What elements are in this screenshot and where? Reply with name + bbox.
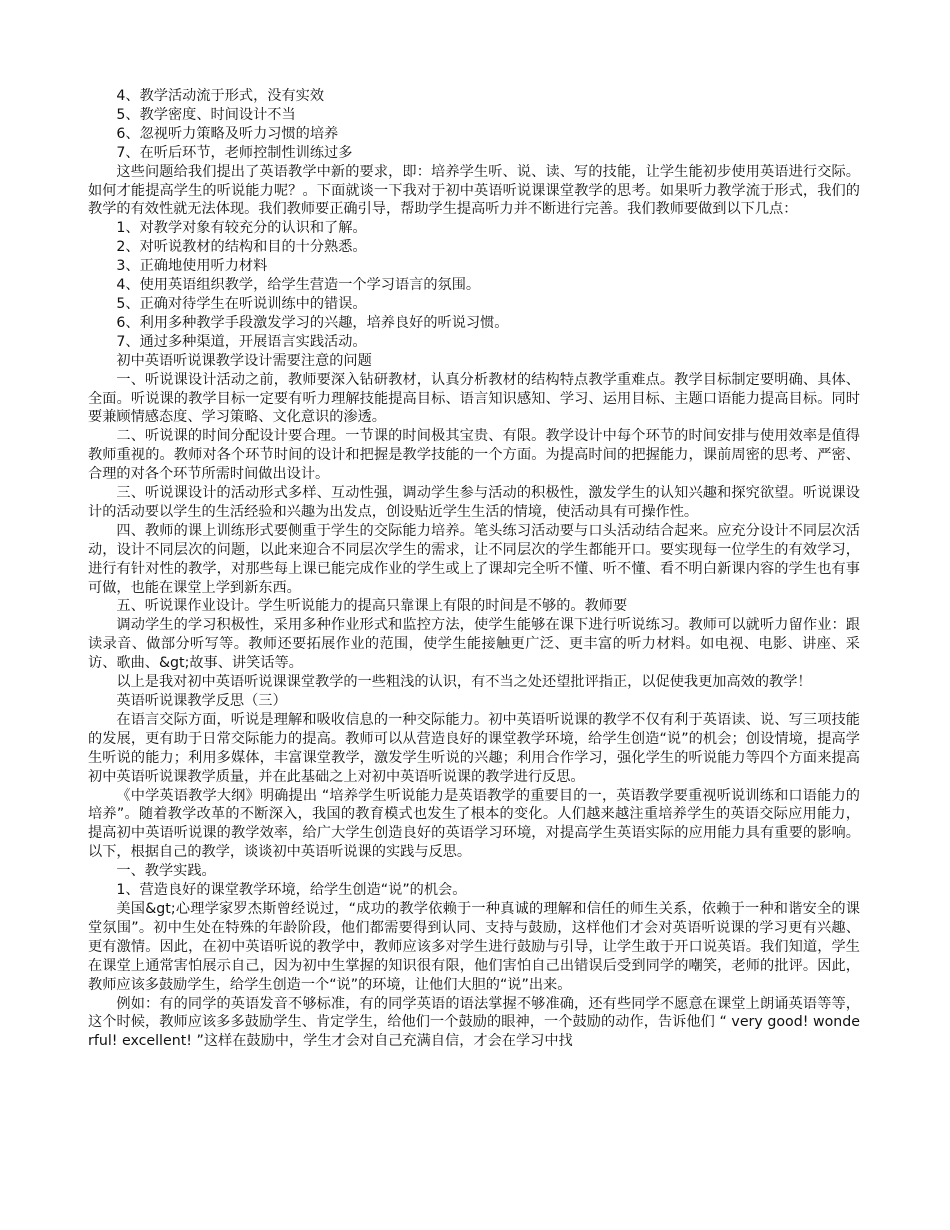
paragraph: 7、通过多种渠道，开展语言实践活动。 [116, 333, 367, 350]
paragraph: 5、教学密度、时间设计不当 [116, 106, 296, 123]
paragraph: 二、听说课的时间分配设计要合理。一节课的时间极其宝贵、有限。教学设计中每个环节的时间安排与使用效率是值得教师重视的。教师对各个环节时间的设计和把握是教学技能的一个方面。为提高时间的把握能力，课前周密的思考、严密、合理的对各个环节所需时间做出设计。 [88, 428, 860, 483]
paragraph: 英语听说课教学反思（三） [116, 693, 287, 709]
document-body [88, 87, 860, 1051]
paragraph: 在语言交际方面，听说是理解和吸收信息的一种交际能力。初中英语听说课的教学不仅有利于英语读、说、写三项技能的发展，更有助于日常交际能力的提高。教师可以从营造良好的课堂教学环境，给学生创造“说”的机会；创设情境，提高学生听说的能力；利用多媒体，丰富课堂教学，激发学生听说的兴趣；利用合作学习，强化学生的听说能力等四个方面来提高初中英语听说课教学质量，并在此基础之上对初中英语听说课的教学进行反思。 [88, 711, 860, 785]
paragraph: 以上是我对初中英语听说课课堂教学的一些粗浅的认识，有不当之处还望批评指正，以促使我更加高效的教学！ [116, 674, 812, 691]
paragraph: 4、使用英语组织教学，给学生营造一个学习语言的氛围。 [116, 277, 481, 294]
paragraph: 三、听说课设计的活动形式多样、互动性强，调动学生参与活动的积极性，激发学生的认知兴趣和探究欲望。听说课设计的活动要以学生的生活经验和兴趣为出发点，创设贴近学生生活的情境，使活动具有可操作性。 [88, 485, 860, 520]
paragraph: 一、教学实践。 [116, 863, 216, 880]
paragraph: 1、营造良好的课堂教学环境，给学生创造“说”的机会。 [116, 882, 467, 899]
paragraph: 例如：有的同学的英语发音不够标准，有的同学英语的语法掌握不够准确，还有些同学不愿意在课堂上朗诵英语等等，这个时候，教师应该多多鼓励学生、肯定学生，给他们一个鼓励的眼神，一个鼓励的动作，告诉他们 “ very good! wonderful! excellent! ”这样在鼓励中，学生才会对自己充满自信，才会在学习中找 [88, 995, 860, 1050]
paragraph: 四、教师的课上训练形式要侧重于学生的交际能力培养。笔头练习活动要与口头活动结合起来。应充分设计不同层次活动，设计不同层次的问题，以此来迎合不同层次学生的需求，让不同层次的学生都能开口。要实现每一位学生的有效学习，进行有针对性的教学，对那些每上课已能完成作业的学生或上了课却完全听不懂、听不懂、看不明白新课内容的学生也有事可做，也能在课堂上学到新东西。 [88, 522, 860, 596]
paragraph: 6、忽视听力策略及听力习惯的培养 [116, 125, 339, 142]
paragraph: 7、在听后环节，老师控制性训练过多 [116, 144, 353, 161]
paragraph: 3、正确地使用听力材料 [116, 258, 268, 275]
paragraph: 4、教学活动流于形式，没有实效 [116, 88, 325, 104]
paragraph: 美国&gt;心理学家罗杰斯曾经说过，“成功的教学依赖于一种真诚的理解和信任的师生关系，依赖于一种和谐安全的课堂氛围”。初中生处在特殊的年龄阶段，他们都需要得到认同、支持与鼓励，这样他们才会对英语听说课的学习更有兴趣、更有激情。因此，在初中英语听说的教学中，教师应该多对学生进行鼓励与引导，让学生敢于开口说英语。我们知道，学生在课堂上通常害怕展示自己，因为初中生掌握的知识很有限，他们害怕自己出错误后受到同学的嘲笑，老师的批评。因此，教师应该多鼓励学生，给学生创造一个“说”的环境，让他们大胆的“说”出来。 [88, 900, 860, 993]
paragraph: 调动学生的学习积极性，采用多种作业形式和监控方法，使学生能够在课下进行听说练习。教师可以就听力留作业：跟读录音、做部分听写等。教师还要拓展作业的范围，使学生能接触更广泛、更丰富的听力材料。如电视、电影、讲座、采访、歌曲、&gt;故事、讲笑话等。 [88, 617, 860, 672]
paragraph: 《中学英语教学大纲》明确提出 “培养学生听说能力是英语教学的重要目的一，英语教学要重视听说训练和口语能力的培养”。随着教学改革的不断深入，我国的教育模式也发生了根本的变化。人们越来越注重培养学生的英语交际应用能力，提高初中英语听说课的教学效率，给广大学生创造良好的英语学习环境，对提高学生英语实际的应用能力具有重要的影响。以下，根据自己的教学，谈谈初中英语听说课的实践与反思。 [88, 787, 860, 861]
paragraph: 初中英语听说课教学设计需要注意的问题 [116, 352, 372, 369]
paragraph: 这些问题给我们提出了英语教学中新的要求，即：培养学生听、说、读、写的技能，让学生能初步使用英语进行交际。如何才能提高学生的听说能力呢？。下面就谈一下我对于初中英语听说课课堂教学的思考。如果听力教学流于形式，我们的教学的有效性就无法体现。我们教师要正确引导，帮助学生提高听力并不断进行完善。我们教师要做到以下几点： [88, 163, 860, 218]
paragraph: 五、听说课作业设计。学生听说能力的提高只靠课上有限的时间是不够的。教师要 [116, 598, 628, 615]
paragraph: 5、正确对待学生在听说训练中的错误。 [116, 295, 367, 312]
paragraph: 一、听说课设计活动之前，教师要深入钻研教材，认真分析教材的结构特点教学重难点。教学目标制定要明确、具体、全面。听说课的教学目标一定要有听力理解技能提高目标、语言知识感知、学习、运用目标、主题口语能力提高目标。同时要兼顾情感态度、学习策略、文化意识的渗透。 [88, 371, 860, 426]
paragraph: 2、对听说教材的结构和目的十分熟悉。 [116, 239, 367, 256]
paragraph: 6、利用多种教学手段激发学习的兴趣，培养良好的听说习惯。 [116, 314, 509, 331]
paragraph: 1、对教学对象有较充分的认识和了解。 [116, 220, 367, 237]
